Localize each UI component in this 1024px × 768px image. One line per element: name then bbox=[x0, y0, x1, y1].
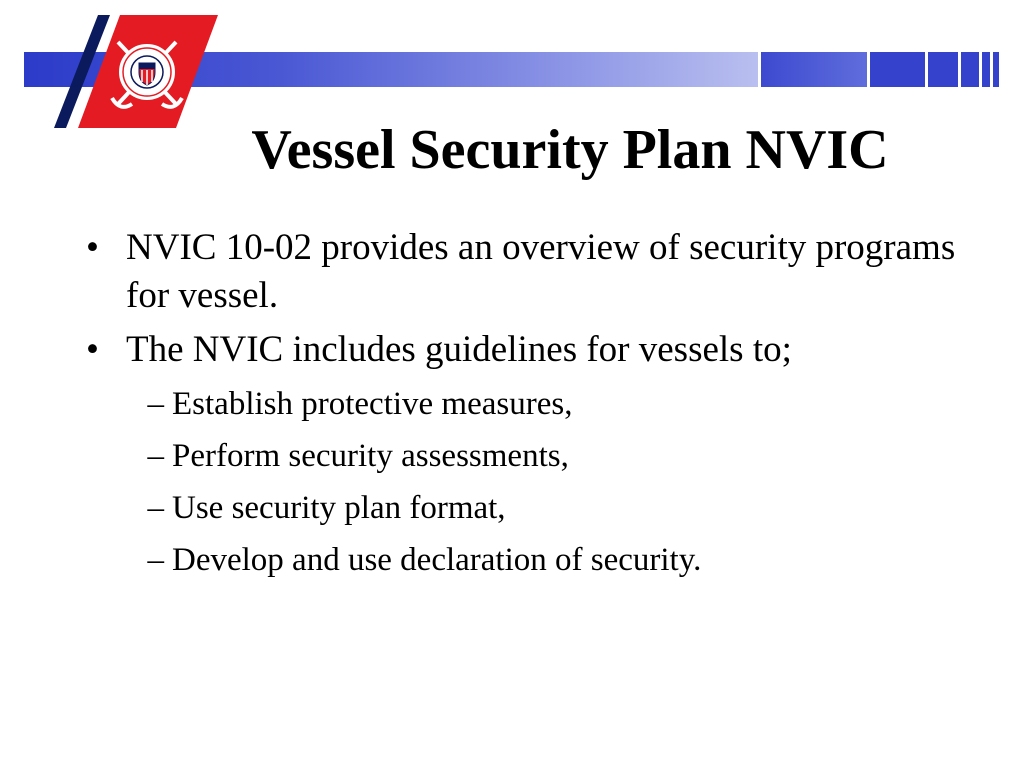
sub-bullet-list bbox=[126, 378, 966, 586]
sub-bullet-text: Use security plan format, bbox=[172, 490, 506, 526]
header-block bbox=[993, 52, 999, 87]
sub-bullet-marker: – bbox=[147, 490, 164, 526]
sub-bullet-item bbox=[126, 430, 966, 482]
header-block bbox=[870, 52, 925, 87]
sub-bullet-item bbox=[126, 482, 966, 534]
sub-bullet-item bbox=[126, 534, 966, 586]
header-block bbox=[761, 52, 867, 87]
bullet-text: The NVIC includes guidelines for vessels to; bbox=[126, 329, 792, 370]
sub-bullet-text: Develop and use declaration of security. bbox=[172, 542, 702, 578]
slide-title: Vessel Security Plan NVIC bbox=[251, 119, 889, 181]
header-block bbox=[961, 52, 979, 87]
sub-bullet-item bbox=[126, 378, 966, 430]
sub-bullet-marker: – bbox=[147, 386, 164, 422]
bullet-list bbox=[86, 224, 966, 592]
sub-bullet-marker: – bbox=[147, 542, 164, 578]
bullet-item bbox=[86, 224, 966, 320]
header-block bbox=[982, 52, 990, 87]
bullet-text: NVIC 10-02 provides an overview of security programs for vessel. bbox=[126, 227, 956, 316]
bullet-marker: • bbox=[86, 227, 99, 268]
bullet-item bbox=[86, 326, 966, 586]
sub-bullet-marker: – bbox=[147, 438, 164, 474]
header-block bbox=[928, 52, 958, 87]
sub-bullet-text: Establish protective measures, bbox=[172, 386, 573, 422]
bullet-marker: • bbox=[86, 329, 99, 370]
sub-bullet-text: Perform security assessments, bbox=[172, 438, 569, 474]
